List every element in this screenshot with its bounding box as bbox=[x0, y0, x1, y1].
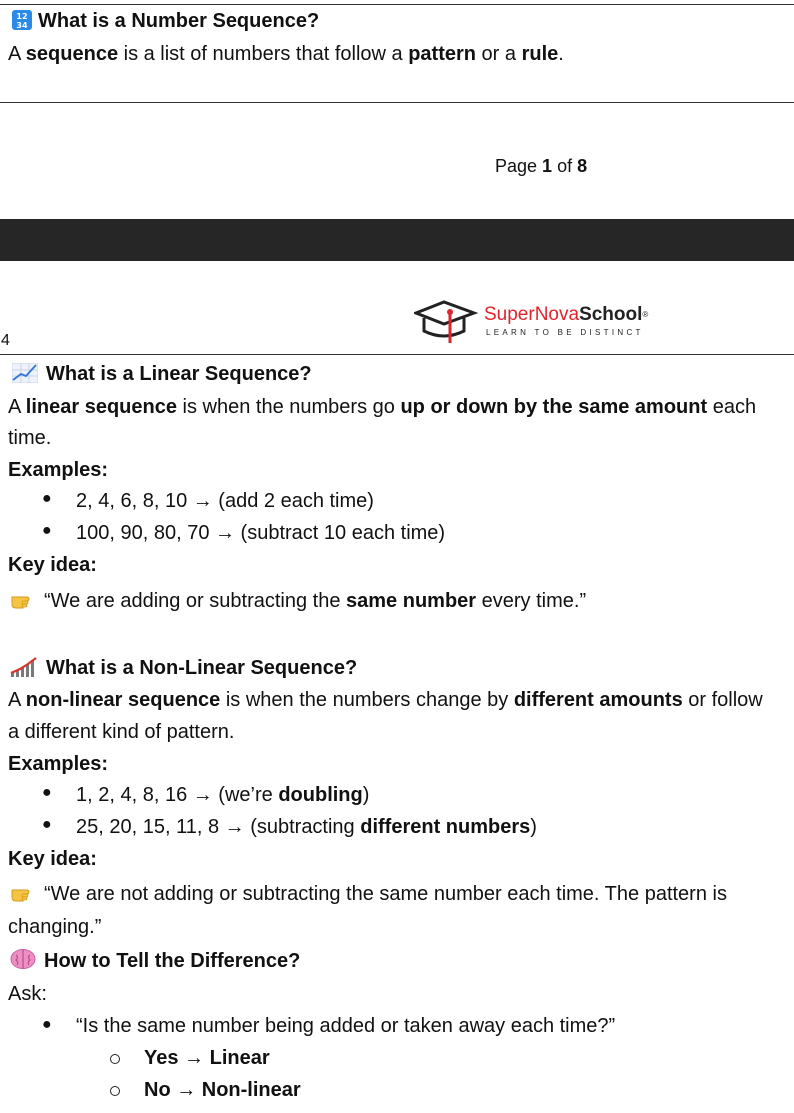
nonlinear-key-idea-line2: changing.” bbox=[8, 916, 102, 938]
text: 1, 2, 4, 8, 16 → (we’re bbox=[76, 784, 279, 806]
section1-heading: What is a Number Sequence? bbox=[38, 10, 320, 32]
chart-increasing-icon bbox=[12, 363, 38, 390]
text: “We are not adding or subtracting the same number each time. The pattern is bbox=[44, 883, 727, 905]
linear-example-1: 2, 4, 6, 8, 10 → (add 2 each time) bbox=[76, 490, 374, 512]
text: or a bbox=[476, 43, 522, 65]
text: A bbox=[8, 396, 26, 418]
answer-no: No → Non-linear bbox=[144, 1079, 301, 1101]
section1-heading-row bbox=[12, 8, 319, 37]
bold-term: same number bbox=[346, 590, 477, 612]
bullet-icon: ● bbox=[42, 784, 52, 801]
text: A bbox=[8, 43, 26, 65]
brand-name bbox=[484, 305, 648, 325]
text: . bbox=[558, 43, 564, 65]
linear-key-idea bbox=[10, 588, 586, 617]
text: “We are adding or subtracting the bbox=[44, 590, 347, 612]
pointing-hand-icon bbox=[10, 590, 36, 617]
linear-examples-label: Examples: bbox=[8, 459, 109, 481]
numbers-icon bbox=[12, 10, 32, 37]
difference-heading-row bbox=[10, 948, 300, 977]
brand-super: SuperNova bbox=[484, 304, 580, 325]
linear-definition-line1 bbox=[8, 394, 756, 420]
linear-heading: What is a Linear Sequence? bbox=[46, 363, 312, 385]
text: A bbox=[8, 689, 26, 711]
section1-definition bbox=[8, 41, 564, 67]
brand-school: School bbox=[579, 304, 643, 325]
nonlinear-definition-line2: a different kind of pattern. bbox=[8, 721, 235, 743]
text: or follow bbox=[682, 689, 763, 711]
linear-definition-line2: time. bbox=[8, 427, 52, 449]
text: every time.” bbox=[476, 590, 587, 612]
footer-rule bbox=[0, 102, 794, 103]
bold-term: non-linear sequence bbox=[25, 689, 221, 711]
answer-yes: Yes → Linear bbox=[144, 1047, 270, 1069]
rising-bars-chart-icon bbox=[10, 657, 38, 684]
ask-label: Ask: bbox=[8, 983, 47, 1005]
nonlinear-key-idea-line1 bbox=[10, 881, 727, 910]
nonlinear-heading: What is a Non-Linear Sequence? bbox=[46, 657, 358, 679]
page-indicator bbox=[495, 156, 587, 177]
header-rule bbox=[0, 354, 794, 355]
bold-term: up or down by the same amount bbox=[400, 396, 708, 418]
bold-term: linear sequence bbox=[25, 396, 177, 418]
text: Page bbox=[495, 156, 543, 176]
linear-key-label: Key idea: bbox=[8, 554, 97, 576]
nonlinear-example-2 bbox=[76, 814, 537, 840]
text: ) bbox=[362, 784, 370, 806]
difference-heading: How to Tell the Difference? bbox=[44, 950, 301, 972]
text: each bbox=[707, 396, 757, 418]
top-rule bbox=[0, 4, 794, 5]
page-total: 8 bbox=[577, 156, 588, 176]
bold-term: sequence bbox=[25, 43, 119, 65]
bold-term: pattern bbox=[408, 43, 476, 65]
difference-question: “Is the same number being added or taken away each time?” bbox=[76, 1015, 616, 1037]
bold-term: doubling bbox=[278, 784, 363, 806]
nonlinear-definition-line1 bbox=[8, 687, 763, 713]
nonlinear-key-label: Key idea: bbox=[8, 848, 97, 870]
brand-logo bbox=[414, 299, 794, 345]
svg-text:34: 34 bbox=[16, 21, 28, 30]
brand-tagline: LEARN TO BE DISTINCT bbox=[486, 328, 644, 337]
linear-heading-row bbox=[12, 361, 312, 390]
page-break-band bbox=[0, 219, 794, 261]
hollow-bullet-icon bbox=[110, 1054, 120, 1064]
text: 25, 20, 15, 11, 8 → (subtracting bbox=[76, 816, 361, 838]
nonlinear-example-1 bbox=[76, 782, 369, 808]
graduation-cap-logo-icon bbox=[414, 299, 478, 350]
nonlinear-examples-label: Examples: bbox=[8, 753, 109, 775]
text: is when the numbers change by bbox=[220, 689, 514, 711]
nonlinear-heading-row bbox=[10, 655, 357, 684]
hollow-bullet-icon bbox=[110, 1086, 120, 1096]
linear-example-2: 100, 90, 80, 70 → (subtract 10 each time) bbox=[76, 522, 446, 544]
bullet-icon: ● bbox=[42, 490, 52, 507]
text: ) bbox=[530, 816, 537, 838]
bullet-icon: ● bbox=[42, 522, 52, 539]
bold-term: different amounts bbox=[513, 689, 683, 711]
bold-term: different numbers bbox=[360, 816, 531, 838]
text: of bbox=[552, 156, 578, 176]
brain-icon bbox=[10, 948, 36, 977]
bullet-icon: ● bbox=[42, 1016, 52, 1033]
bold-term: rule bbox=[521, 43, 559, 65]
trademark: ® bbox=[642, 310, 649, 319]
pointing-hand-icon bbox=[10, 883, 36, 910]
text: is a list of numbers that follow a bbox=[118, 43, 409, 65]
header-page-number: 4 bbox=[1, 332, 10, 349]
svg-text:12: 12 bbox=[16, 12, 28, 21]
page-current: 1 bbox=[542, 156, 553, 176]
text: is when the numbers go bbox=[176, 396, 401, 418]
bullet-icon: ● bbox=[42, 816, 52, 833]
